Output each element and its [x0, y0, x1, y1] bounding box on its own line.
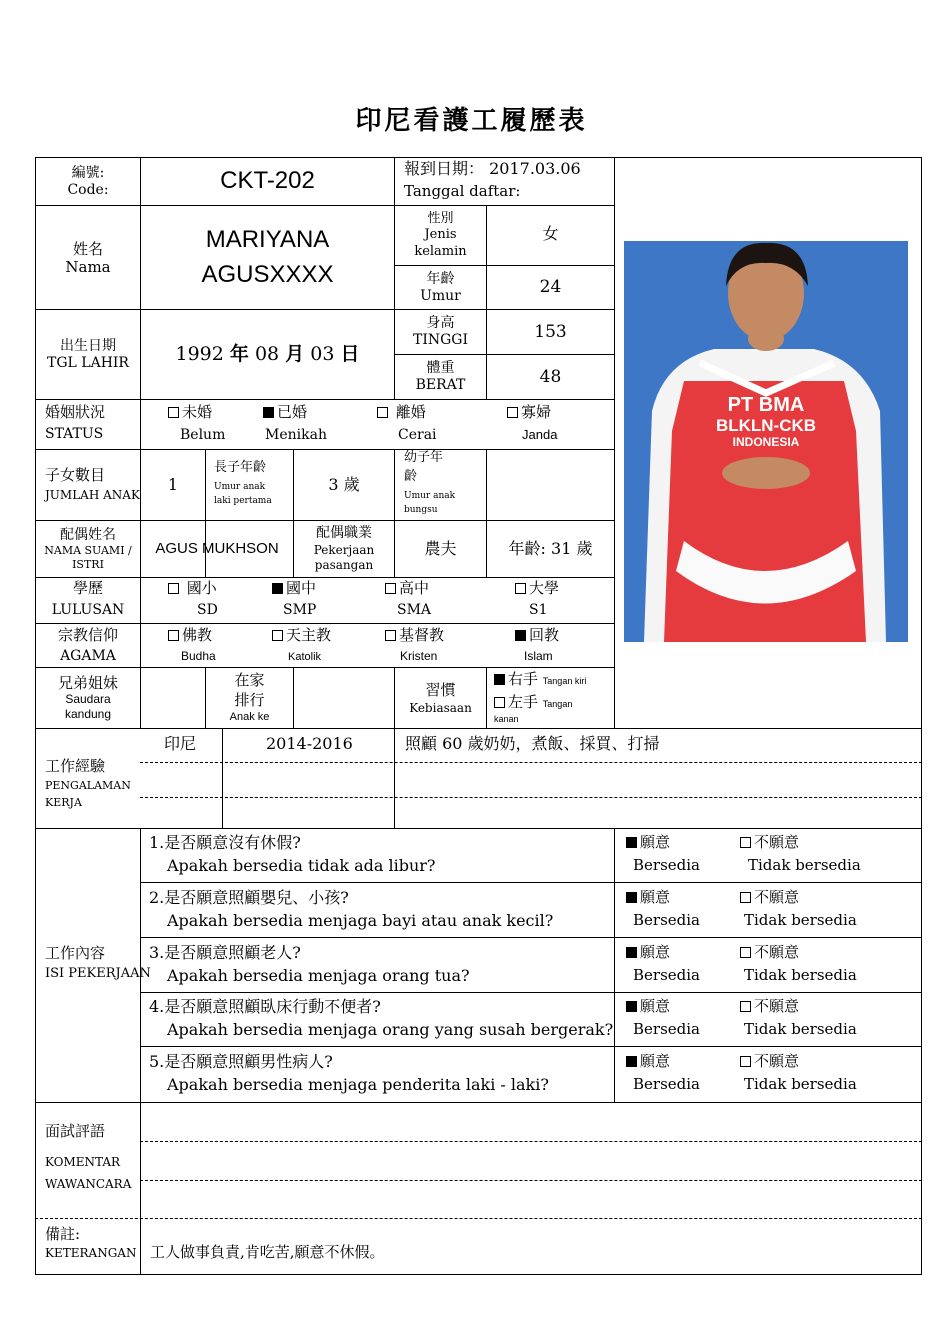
marital-option-widowed-id: Janda: [522, 427, 558, 442]
checkbox-icon: [168, 407, 179, 418]
reg-date-label: 報到日期： 2017.03.06: [404, 159, 581, 178]
gender-value: 女: [542, 224, 559, 243]
checkbox-icon: [272, 630, 283, 641]
answer-5-no[interactable]: 不願意: [740, 1053, 799, 1070]
age-label: 年齡 Umur: [420, 270, 461, 304]
page-title: 印尼看護工履歷表: [355, 106, 588, 136]
interview-label-id2: WAWANCARA: [45, 1177, 132, 1191]
interview-label: 面試評語: [45, 1122, 106, 1140]
checkbox-icon: [377, 407, 388, 418]
youngest-label2: 齡: [404, 469, 418, 484]
checkbox-checked-icon: [626, 1001, 637, 1012]
answer-4-yes-id: Bersedia: [633, 1020, 700, 1038]
religion-label-id: AGAMA: [60, 648, 116, 664]
children-label: 子女數目: [45, 466, 106, 484]
checkbox-icon: [740, 1001, 751, 1012]
checkbox-icon: [385, 630, 396, 641]
religion-option-kristen[interactable]: 基督教: [385, 627, 444, 644]
checkbox-checked-icon: [515, 630, 526, 641]
checkbox-checked-icon: [272, 583, 283, 594]
spouse-age: 年齡: 31 歲: [508, 539, 593, 559]
interview-label-id1: KOMENTAR: [45, 1155, 121, 1169]
religion-option-katolik-id: Katolik: [288, 651, 322, 663]
work-content-label-id: ISI PEKERJAAN: [45, 966, 151, 981]
apron-text-line2: BLKLN-CKB: [715, 416, 817, 435]
code-label: 編號: Code:: [67, 164, 109, 198]
edu-option-smp[interactable]: 國中: [272, 580, 316, 597]
checkbox-icon: [385, 583, 396, 594]
answer-2-yes-id: Bersedia: [633, 911, 700, 929]
name-value: MARIYANA AGUSXXXX: [201, 225, 334, 288]
remarks-label-id: KETERANGAN: [45, 1246, 137, 1260]
remarks-value: 工人做事負責,肯吃苦,願意不休假。: [150, 1243, 385, 1261]
answer-3-yes[interactable]: 願意: [626, 944, 670, 961]
answer-1-no-id: Tidak bersedia: [748, 856, 861, 874]
religion-option-katolik[interactable]: 天主教: [272, 627, 331, 644]
question-4-id: Apakah bersedia menjaga orang yang susah bergerak?: [167, 1020, 614, 1039]
youngest-label-id2: bungsu: [404, 505, 438, 515]
apron-text-line3: INDONESIA: [732, 435, 800, 449]
edu-option-smp-id: SMP: [283, 602, 317, 618]
weight-value: 48: [539, 366, 562, 387]
work-exp-label-id1: PENGALAMAN: [45, 779, 131, 792]
checkbox-icon: [494, 697, 505, 708]
spouse-label: 配偶姓名 NAMA SUAMI / ISTRI: [44, 526, 132, 572]
answer-4-no-id: Tidak bersedia: [744, 1020, 857, 1038]
remarks-label: 備註:: [45, 1225, 81, 1243]
answer-4-yes[interactable]: 願意: [626, 998, 670, 1015]
spouse-job-value: 農夫: [424, 539, 457, 559]
answer-1-no[interactable]: 不願意: [740, 834, 799, 851]
gender-label: 性別 Jenis kelamin: [414, 211, 467, 259]
education-label-id: LULUSAN: [51, 602, 125, 618]
answer-5-yes-id: Bersedia: [633, 1075, 700, 1093]
answer-3-no[interactable]: 不願意: [740, 944, 799, 961]
question-3-id: Apakah bersedia menjaga orang tua?: [167, 966, 470, 985]
checkbox-checked-icon: [626, 892, 637, 903]
height-value: 153: [534, 321, 567, 342]
work-content-label: 工作內容: [45, 944, 106, 962]
work-exp-period: 2014-2016: [266, 734, 353, 753]
answer-2-no-id: Tidak bersedia: [744, 911, 857, 929]
marital-option-divorced-id: Cerai: [398, 427, 437, 443]
religion-option-budha-id: Budha: [181, 649, 216, 663]
eldest-label: 長子年齡: [214, 460, 267, 475]
answer-5-no-id: Tidak bersedia: [744, 1075, 857, 1093]
answer-2-no[interactable]: 不願意: [740, 889, 799, 906]
code-value: CKT-202: [220, 167, 315, 195]
spouse-job-label: 配偶職業 Pekerjaan pasangan: [313, 525, 375, 573]
checkbox-icon: [740, 892, 751, 903]
answer-1-yes[interactable]: 願意: [626, 834, 670, 851]
question-2-zh: 2.是否願意照顧嬰兒、小孩?: [149, 888, 349, 907]
checkbox-icon: [740, 1056, 751, 1067]
question-3-zh: 3.是否願意照顧老人?: [149, 943, 301, 962]
checkbox-icon: [168, 583, 179, 594]
edu-option-sd[interactable]: 國小: [168, 580, 217, 597]
checkbox-checked-icon: [626, 1056, 637, 1067]
checkbox-checked-icon: [626, 947, 637, 958]
edu-option-sma[interactable]: 高中: [385, 580, 429, 597]
checkbox-checked-icon: [263, 407, 274, 418]
marital-option-married-id: Menikah: [265, 427, 327, 443]
marital-option-divorced[interactable]: 離婚: [377, 404, 426, 421]
religion-option-kristen-id: Kristen: [400, 649, 438, 663]
answer-3-yes-id: Bersedia: [633, 966, 700, 984]
age-value: 24: [539, 277, 562, 298]
answer-2-yes[interactable]: 願意: [626, 889, 670, 906]
habit-label: 習慣 Kebiasaan: [409, 680, 472, 716]
question-5-id: Apakah bersedia menjaga penderita laki - laki?: [167, 1075, 549, 1094]
checkbox-icon: [507, 407, 518, 418]
checkbox-icon: [740, 947, 751, 958]
question-2-id: Apakah bersedia menjaga bayi atau anak kecil?: [167, 911, 554, 930]
checkbox-icon: [740, 837, 751, 848]
sibling-order-label: 在家 排行 Anak ke: [229, 671, 270, 724]
marital-label: 婚姻狀況: [45, 403, 106, 421]
children-count: 1: [167, 475, 179, 495]
checkbox-checked-icon: [626, 837, 637, 848]
habit-left-hand-id2: kanan: [494, 714, 519, 724]
youngest-label1: 幼子年: [404, 450, 444, 465]
marital-option-single[interactable]: 未婚: [168, 404, 212, 421]
children-label-id: JUMLAH ANAK: [45, 488, 140, 502]
dob-value: 1992 年 08 月 03 日: [175, 343, 360, 366]
height-label: 身高 TINGGI: [412, 315, 468, 348]
answer-1-yes-id: Bersedia: [633, 856, 700, 874]
answer-4-no[interactable]: 不願意: [740, 998, 799, 1015]
answer-3-no-id: Tidak bersedia: [744, 966, 857, 984]
portrait-photo: [624, 241, 908, 642]
answer-5-yes[interactable]: 願意: [626, 1053, 670, 1070]
work-exp-desc: 照顧 60 歲奶奶，煮飯、採買、打掃: [405, 734, 660, 753]
checkbox-icon: [515, 583, 526, 594]
edu-option-s1-id: S1: [529, 602, 548, 618]
weight-label: 體重 BERAT: [415, 360, 466, 393]
habit-right-hand[interactable]: 右手 Tangan kiri: [494, 671, 586, 688]
work-exp-label: 工作經驗: [45, 757, 106, 775]
religion-option-budha[interactable]: 佛教: [168, 627, 212, 644]
religion-option-islam-id: Islam: [524, 649, 553, 663]
dob-label: 出生日期 TGL LAHIR: [47, 337, 129, 371]
eldest-value: 3 歲: [328, 475, 360, 495]
reg-date-label-id: Tanggal daftar:: [404, 182, 521, 200]
marital-option-married[interactable]: 已婚: [263, 404, 307, 421]
habit-left-hand[interactable]: 左手 Tangan: [494, 694, 572, 711]
religion-label: 宗教信仰: [57, 626, 118, 644]
religion-option-islam[interactable]: 回教: [515, 627, 559, 644]
marital-option-single-id: Belum: [180, 427, 226, 443]
eldest-label-id2: laki pertama: [214, 496, 272, 506]
work-exp-country: 印尼: [164, 734, 197, 753]
edu-option-sma-id: SMA: [397, 602, 432, 618]
youngest-label-id1: Umur anak: [404, 491, 456, 501]
education-label: 學歷: [72, 579, 103, 597]
question-4-zh: 4.是否願意照顧臥床行動不便者?: [149, 997, 381, 1016]
apron-text-line1: PT BMA: [727, 394, 805, 416]
siblings-label: 兄弟姐妹 Saudara kandung: [57, 673, 118, 722]
question-5-zh: 5.是否願意照顧男性病人?: [149, 1052, 333, 1071]
name-label: 姓名 Nama: [65, 239, 111, 276]
marital-label-id: STATUS: [45, 426, 104, 442]
checkbox-checked-icon: [494, 674, 505, 685]
checkbox-icon: [168, 630, 179, 641]
eldest-label-id1: Umur anak: [214, 482, 266, 492]
question-1-id: Apakah bersedia tidak ada libur?: [167, 856, 436, 875]
question-1-zh: 1.是否願意沒有休假?: [149, 833, 301, 852]
edu-option-sd-id: SD: [197, 602, 218, 618]
edu-option-s1[interactable]: 大學: [515, 580, 559, 597]
spouse-name: AGUS MUKHSON: [155, 540, 279, 557]
marital-option-widowed[interactable]: 寡婦: [507, 404, 551, 421]
work-exp-label-id2: KERJA: [45, 796, 82, 809]
